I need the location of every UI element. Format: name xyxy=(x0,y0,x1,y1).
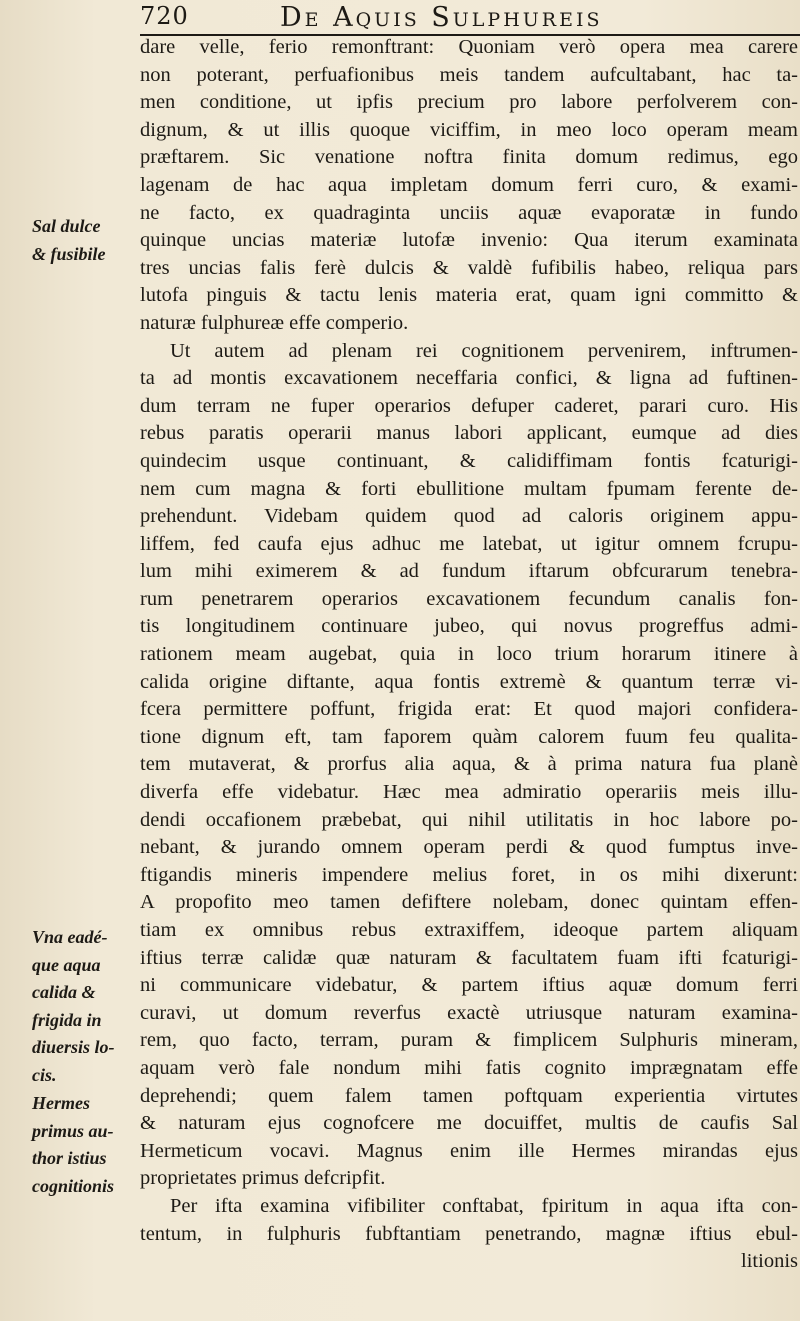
text-line: tis longitudinem continuare jubeo, qui novus progreffus admi- xyxy=(140,615,798,638)
text-line: tentum, in fulphuris fubftantiam penetrando, magnæ iftius ebul- xyxy=(140,1222,798,1245)
text-line: calida origine diftante, aqua fontis extremè & quantum terræ vi- xyxy=(140,670,798,693)
text-line: tem mutaverat, & prorfus alia aqua, & à prima natura fua planè xyxy=(140,753,798,776)
text-line: lagenam de hac aqua impletam domum ferri curo, & exami- xyxy=(140,173,798,196)
text-line: dare velle, ferio remonftrant: Quoniam verò opera mea carere xyxy=(140,36,798,58)
margin-note-line: frigida in xyxy=(32,1009,102,1030)
text-line: rebus paratis operarii manus labori applicant, eumque ad dies xyxy=(140,422,798,445)
running-title: De Aquis Sulphureis xyxy=(280,2,603,33)
text-line: tres uncias falis ferè dulcis & valdè fufibilis habeo, reliqua pars xyxy=(140,256,798,279)
text-line: A propofito meo tamen defiftere nolebam, donec quintam effen- xyxy=(140,891,798,914)
text-line: rum penetrarem operarios excavationem fecundum canalis fon- xyxy=(140,587,798,610)
text-line: deprehendi; quem falem tamen poftquam experientia virtutes xyxy=(140,1084,798,1107)
margin-note-line: calida & xyxy=(32,982,96,1003)
margin-note-line: primus au- xyxy=(32,1120,114,1141)
margin-note-line: cis. xyxy=(32,1064,57,1085)
text-line: ni communicare videbatur, & partem iftius aquæ domum ferri xyxy=(140,974,798,997)
body-text xyxy=(140,34,798,1276)
text-line: men conditione, ut ipfis precium pro labore perfolverem con- xyxy=(140,91,798,114)
text-line: tiam ex omnibus rebus extraxiffem, ideoque partem aliquam xyxy=(140,919,798,941)
text-line: iftius terræ calidæ quæ naturam & facultatem fuam ifti fcaturigi- xyxy=(140,946,798,969)
text-line: Ut autem ad plenam rei cognitionem pervenirem, inftrumen- xyxy=(170,339,798,362)
text-line: diverfa effe videbatur. Hæc mea admiratio operariis meis illu- xyxy=(140,781,798,804)
text-line: naturæ fulphureæ effe comperio. xyxy=(140,311,409,334)
margin-note-line: Vna eadé- xyxy=(32,927,108,947)
text-line: ne facto, ex quadraginta unciis aquæ evaporatæ in fundo xyxy=(140,201,798,224)
margin-note-line: Hermes xyxy=(32,1093,90,1113)
page-number: 720 xyxy=(140,2,189,30)
text-line: rationem meam augebat, quia in loco trium horarum itinere à xyxy=(140,643,798,666)
catchword: litionis xyxy=(741,1250,798,1273)
text-line: tione dignum eft, tam faporem quàm calorem fuum feu qualita- xyxy=(140,725,798,748)
text-line: Hermeticum vocavi. Magnus enim ille Hermes mirandas ejus xyxy=(140,1139,798,1162)
text-line: non poterant, perfuafionibus meis tandem aufcultabant, hac ta- xyxy=(140,63,798,86)
text-line: liffem, fed caufa ejus adhuc me latebat, ut igitur omnem fcrupu- xyxy=(140,532,798,555)
text-line: curavi, ut domum reverfus exactè utriusque naturam examina- xyxy=(140,1001,798,1024)
margin-note-line: cognitionis xyxy=(32,1175,115,1196)
text-line: quindecim usque continuant, & calidiffimam fontis fcaturigi- xyxy=(140,449,798,472)
text-line: rem, quo facto, terram, puram & fimplicem Sulphuris mineram, xyxy=(140,1029,798,1052)
running-header xyxy=(140,2,800,32)
margin-note-vna-eademque xyxy=(32,924,142,1090)
text-line: prehendunt. Videbam quidem quod ad caloris originem appu- xyxy=(140,505,798,528)
text-line: Per ifta examina vifibiliter conftabat, fpiritum in aqua ifta con- xyxy=(170,1194,798,1217)
text-line: lutofa pinguis & tactu lenis materia erat, quam igni committo & xyxy=(140,284,798,307)
text-line: nebant, & jurando omnem operam perdi & quod fumptus inve- xyxy=(140,836,798,859)
text-line: lum mihi eximerem & ad fundum iftarum obfcurarum tenebra- xyxy=(140,560,798,583)
text-line: proprietates primus defcripfit. xyxy=(140,1167,386,1190)
margin-note-line: thor istius xyxy=(32,1148,107,1169)
margin-note-hermes xyxy=(32,1090,142,1200)
text-line: ta ad montis excavationem neceffaria confici, & ligna ad fuftinen- xyxy=(140,367,798,390)
margin-note-line: & fusibile xyxy=(32,243,106,264)
text-line: dignum, & ut illis quoque viciffim, in meo loco operam meam xyxy=(140,118,798,141)
margin-note-line: Sal dulce xyxy=(32,216,101,236)
text-line: aquam verò fale nondum mihi fatis cognito imprægnatam effe xyxy=(140,1056,798,1079)
margin-note-line: que aqua xyxy=(32,954,101,975)
text-line: dendi occafionem præbebat, qui nihil utilitatis in hoc labore po- xyxy=(140,808,798,831)
margin-note-sal-dulce xyxy=(32,213,142,268)
text-line: nem cum magna & forti ebullitione multam fpumam ferente de- xyxy=(140,477,798,500)
text-line: præftarem. Sic venatione noftra finita domum redimus, ego xyxy=(140,146,798,169)
text-line: quinque uncias materiæ lutofæ invenio: Qua iterum examinata xyxy=(140,229,798,252)
text-line: ftigandis mineris impendere melius foret, in os mihi dixerunt: xyxy=(140,863,798,886)
text-line: fcera permittere poffunt, frigida erat: Et quod majori confidera- xyxy=(140,698,798,721)
text-line: dum terram ne fuper operarios defuper caderet, parari curo. His xyxy=(140,394,798,417)
text-line: & naturam ejus cognofcere me docuiffet, multis de caufis Sal xyxy=(140,1112,798,1135)
margin-note-line: diuersis lo- xyxy=(32,1037,115,1058)
